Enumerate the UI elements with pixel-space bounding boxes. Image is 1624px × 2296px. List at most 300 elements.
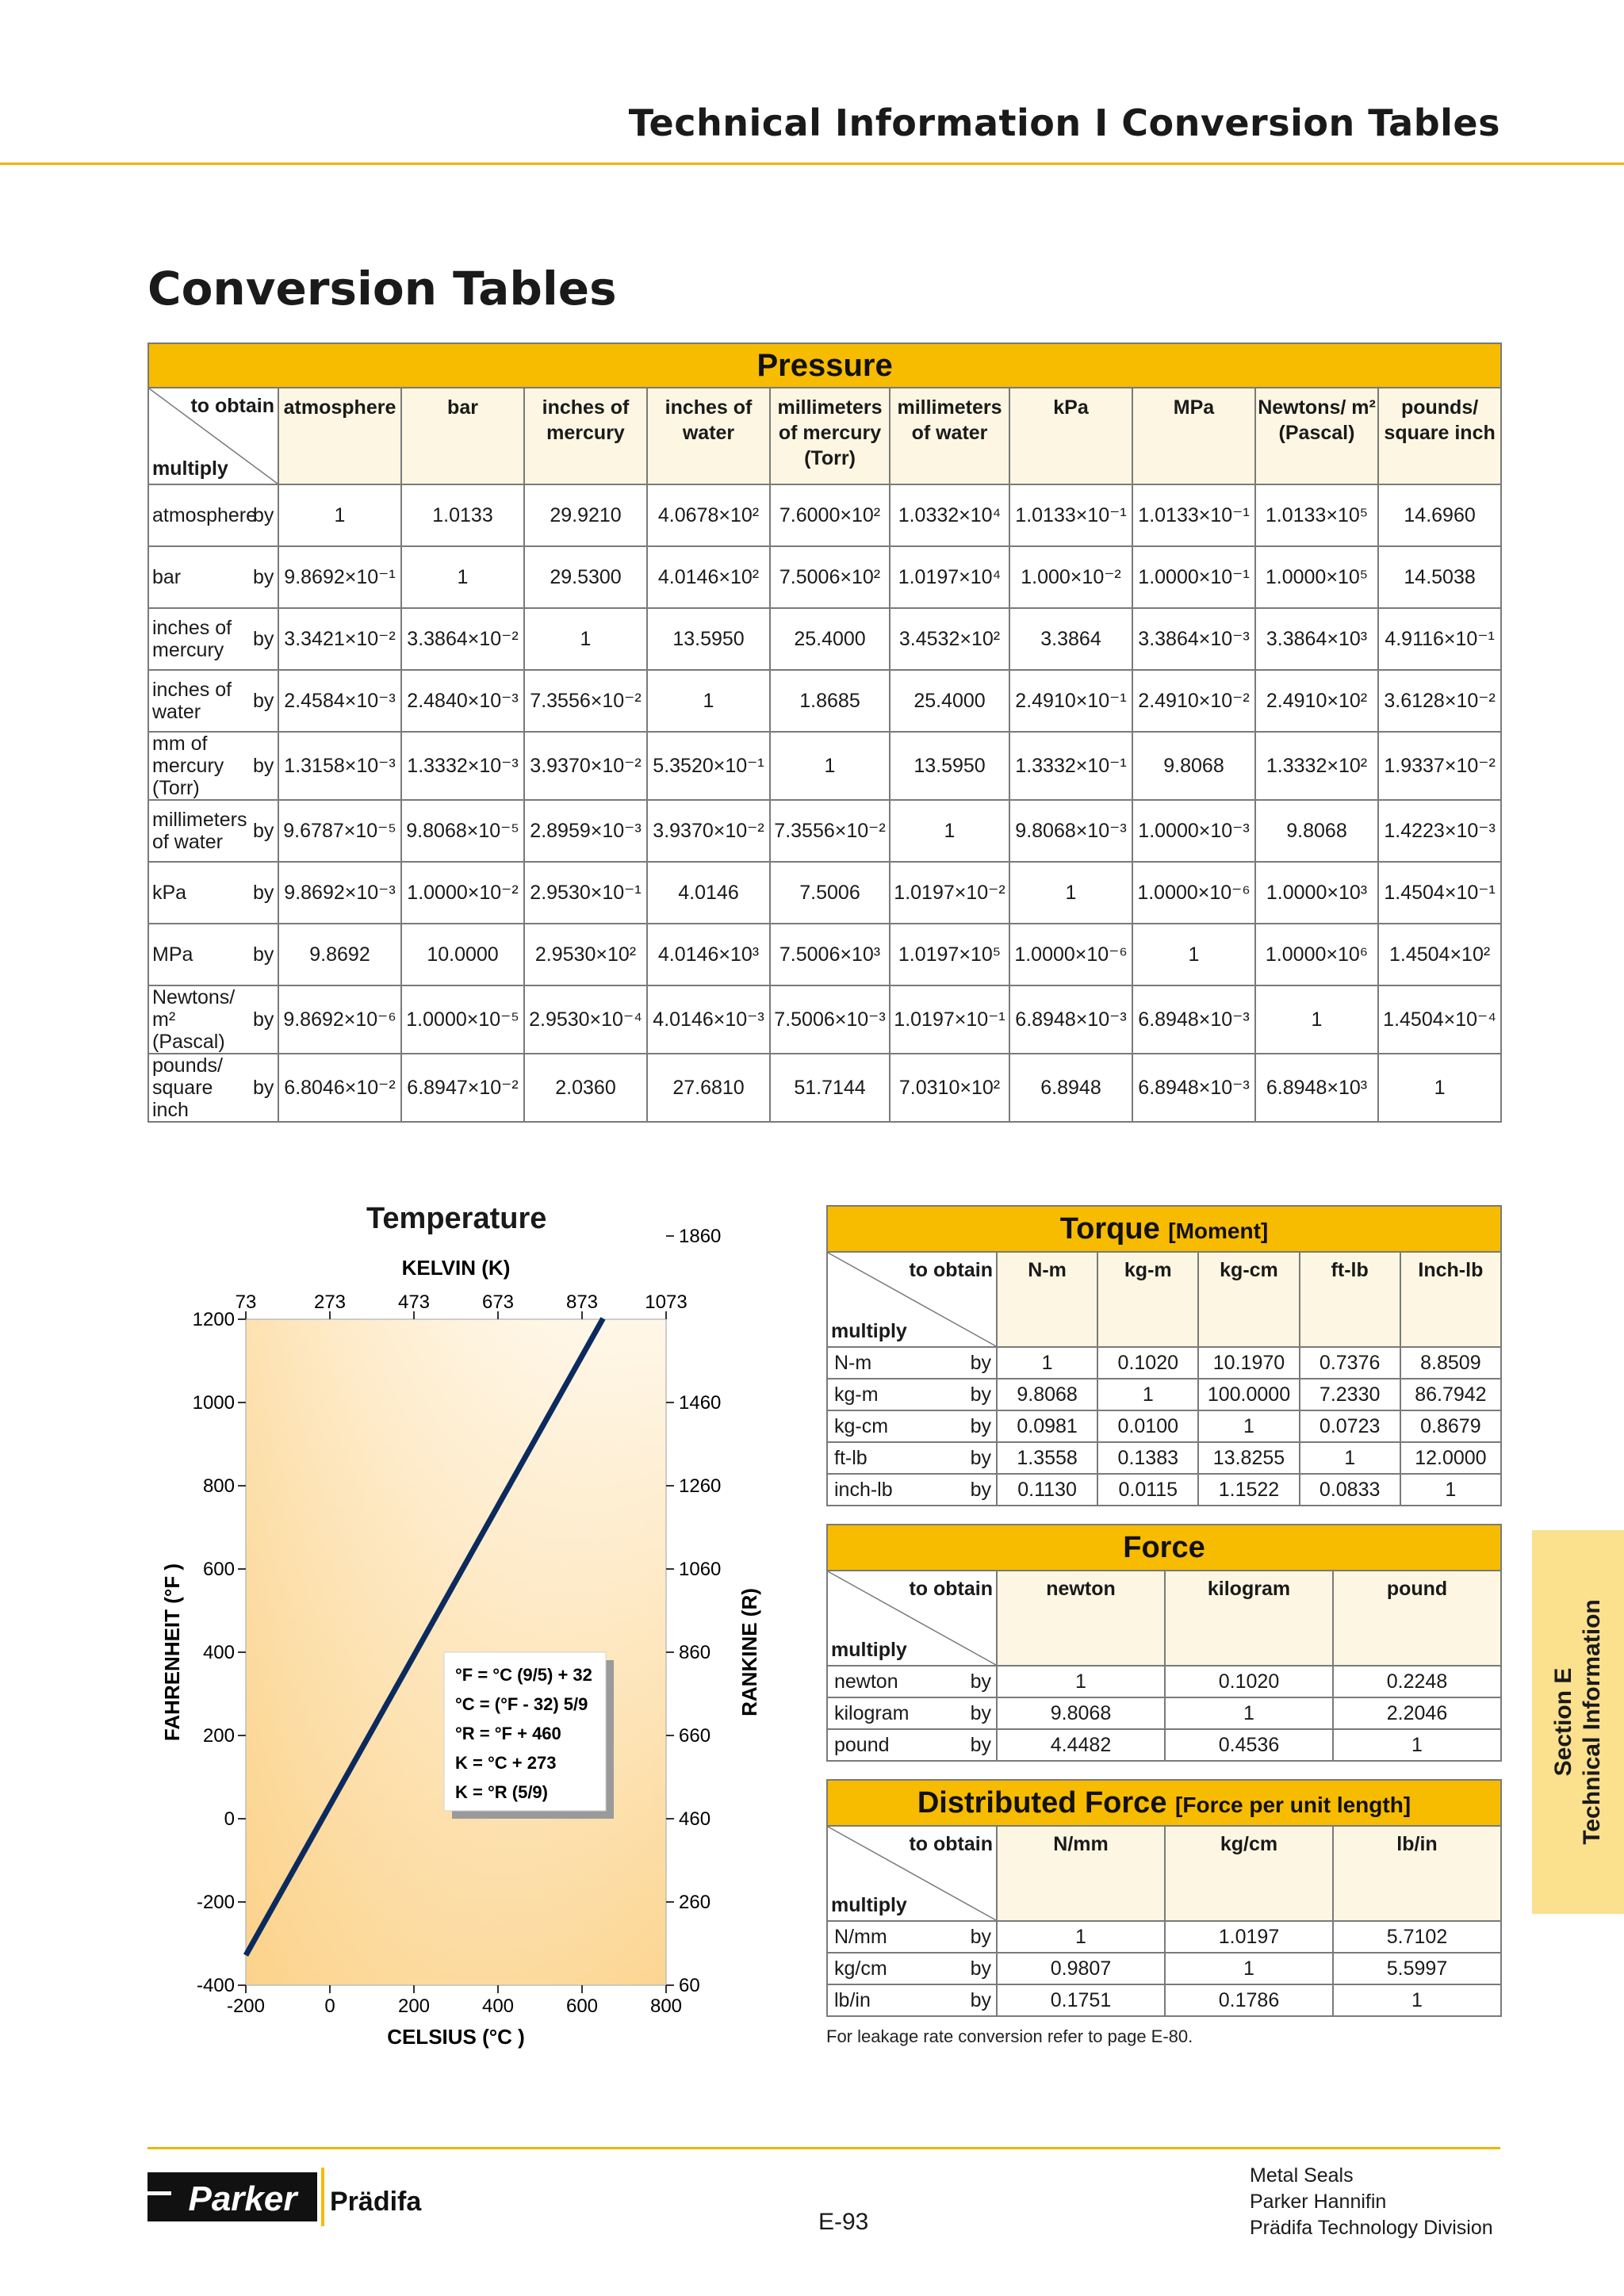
column-header: ft-lb — [1300, 1252, 1400, 1347]
table-cell: 1.0332×10⁴ — [890, 484, 1009, 546]
table-cell: 29.5300 — [524, 546, 647, 608]
formula-box — [444, 1652, 614, 1819]
to-obtain-label: to obtain — [909, 1578, 993, 1600]
table-cell: 2.0360 — [524, 1054, 647, 1122]
column-header: kg-cm — [1198, 1252, 1299, 1347]
leak-note: For leakage rate conversion refer to page E-80. — [826, 2026, 1193, 2046]
table-cell: 1 — [1165, 1953, 1333, 1984]
table-cell: 1.0000×10⁻³ — [1132, 800, 1255, 862]
table-cell: 3.3421×10⁻² — [278, 608, 401, 670]
row-label: inches of mercury — [148, 608, 253, 670]
table-cell: 0.7376 — [1300, 1347, 1400, 1379]
row-label: ft-lb — [827, 1442, 967, 1474]
table-cell: 6.8948×10³ — [1255, 1054, 1378, 1122]
by-label: by — [967, 1410, 997, 1442]
column-header: N/mm — [997, 1826, 1165, 1921]
row-label: pound — [827, 1729, 967, 1761]
fahrenheit-tick-label: -400 — [196, 1975, 235, 1996]
table-cell: 1.0000×10⁻⁶ — [1132, 862, 1255, 924]
celsius-tick-label: 0 — [324, 1996, 335, 2017]
table-cell: 7.2330 — [1300, 1379, 1400, 1410]
table-cell: 0.0981 — [997, 1410, 1097, 1442]
column-header: N-m — [997, 1252, 1097, 1347]
table-cell: 1.4504×10⁻¹ — [1378, 862, 1501, 924]
table-row — [148, 670, 1501, 732]
column-header: inches of mercury — [524, 388, 647, 484]
table-cell: 5.5997 — [1333, 1953, 1501, 1984]
table-cell: 7.3556×10⁻² — [524, 670, 647, 732]
multiply-label: multiply — [831, 1320, 907, 1342]
table-cell: 1.3158×10⁻³ — [278, 732, 401, 800]
table-cell: 1.0000×10⁻² — [401, 862, 524, 924]
fahrenheit-tick-label: 400 — [202, 1642, 235, 1663]
logo-parker-text: Parker — [188, 2179, 297, 2218]
table-cell: 6.8948×10⁻³ — [1132, 1054, 1255, 1122]
table-cell: 7.6000×10² — [770, 484, 890, 546]
table-cell: 1.3558 — [997, 1442, 1097, 1474]
by-label: by — [967, 1697, 997, 1729]
celsius-tick-label: 200 — [397, 1996, 431, 2017]
table-cell: 1.0197×10⁻² — [890, 862, 1009, 924]
table-cell: 7.5006×10² — [770, 546, 890, 608]
side-tab-name: Technical Information — [1579, 1599, 1605, 1845]
table-row — [827, 1729, 1501, 1761]
table-cell: 5.7102 — [1333, 1921, 1501, 1953]
table-cell: 0.0833 — [1300, 1474, 1400, 1506]
table-cell: 1 — [1009, 862, 1132, 924]
footer-line-1: Metal Seals — [1250, 2164, 1354, 2187]
table-row — [827, 1953, 1501, 1984]
table-cell: 9.8068×10⁻³ — [1009, 800, 1132, 862]
table-cell: 4.4482 — [997, 1729, 1165, 1761]
table-cell: 2.4840×10⁻³ — [401, 670, 524, 732]
table-cell: 1 — [1255, 985, 1378, 1054]
table-row — [827, 1697, 1501, 1729]
by-label: by — [253, 1054, 278, 1122]
table-cell: 1 — [1165, 1697, 1333, 1729]
footer-line-2: Parker Hannifin — [1250, 2191, 1387, 2213]
row-label: millimeters of water — [148, 800, 253, 862]
table-cell: 0.2248 — [1333, 1666, 1501, 1697]
table-cell: 1.4223×10⁻³ — [1378, 800, 1501, 862]
rankine-axis-label: RANKINE (R) — [737, 1588, 761, 1716]
to-obtain-label: to obtain — [909, 1833, 993, 1855]
table-row — [148, 985, 1501, 1054]
table-cell: 13.5950 — [647, 608, 770, 670]
multiply-label: multiply — [831, 1639, 907, 1661]
rankine-tick-label: 60 — [679, 1975, 700, 1996]
by-label: by — [967, 1984, 997, 2016]
table-cell: 14.6960 — [1378, 484, 1501, 546]
by-label: by — [253, 608, 278, 670]
table-cell: 1.9337×10⁻² — [1378, 732, 1501, 800]
table-cell: 2.9530×10⁻⁴ — [524, 985, 647, 1054]
table-cell: 1.0000×10⁶ — [1255, 924, 1378, 985]
table-cell: 2.4910×10⁻¹ — [1009, 670, 1132, 732]
table-cell: 1.4504×10² — [1378, 924, 1501, 985]
table-cell: 0.1786 — [1165, 1984, 1333, 2016]
table-cell: 0.0100 — [1097, 1410, 1198, 1442]
table-cell: 0.8679 — [1400, 1410, 1501, 1442]
table-row — [148, 546, 1501, 608]
row-label: kg-m — [827, 1379, 967, 1410]
table-cell: 12.0000 — [1400, 1442, 1501, 1474]
by-label: by — [967, 1729, 997, 1761]
row-label: pounds/ square inch — [148, 1054, 253, 1122]
table-cell: 1 — [524, 608, 647, 670]
by-label: by — [253, 862, 278, 924]
table-cell: 9.8692 — [278, 924, 401, 985]
column-header: bar — [401, 388, 524, 484]
multiply-label: multiply — [831, 1894, 907, 1916]
formula-line: K = °R (5/9) — [455, 1782, 548, 1802]
distributed-force-title — [827, 1780, 1501, 1826]
logo-pradifa-text: Prädifa — [330, 2187, 422, 2217]
table-cell: 5.3520×10⁻¹ — [647, 732, 770, 800]
kelvin-tick-label: 73 — [235, 1292, 257, 1313]
column-header: millimeters of water — [890, 388, 1009, 484]
kelvin-tick-label: 273 — [313, 1292, 347, 1313]
column-header: Inch-lb — [1400, 1252, 1501, 1347]
temperature-title: Temperature — [366, 1202, 547, 1235]
formula-line: °R = °F + 460 — [455, 1724, 561, 1743]
table-cell: 25.4000 — [770, 608, 890, 670]
force-corner — [827, 1571, 997, 1666]
table-row — [827, 1984, 1501, 2016]
table-cell: 51.7144 — [770, 1054, 890, 1122]
table-cell: 1.3332×10² — [1255, 732, 1378, 800]
table-cell: 3.4532×10² — [890, 608, 1009, 670]
row-label: kg-cm — [827, 1410, 967, 1442]
table-cell: 0.1020 — [1097, 1347, 1198, 1379]
row-label: kilogram — [827, 1697, 967, 1729]
table-cell: 1.0000×10⁵ — [1255, 546, 1378, 608]
torque-subtitle: [Moment] — [1168, 1218, 1269, 1243]
footer-line-3: Prädifa Technology Division — [1250, 2217, 1493, 2239]
torque-title-text: Torque — [1059, 1211, 1160, 1246]
column-header: pound — [1333, 1571, 1501, 1666]
fahrenheit-axis-label: FAHRENHEIT (°F ) — [160, 1563, 184, 1742]
column-header: kilogram — [1165, 1571, 1333, 1666]
table-cell: 1.4504×10⁻⁴ — [1378, 985, 1501, 1054]
row-label: lb/in — [827, 1984, 967, 2016]
celsius-tick-label: 800 — [649, 1996, 683, 2017]
table-cell: 1.0000×10³ — [1255, 862, 1378, 924]
by-label: by — [253, 484, 278, 546]
table-cell: 1 — [1333, 1984, 1501, 2016]
table-cell: 13.5950 — [890, 732, 1009, 800]
logo-stripe — [147, 2191, 171, 2195]
by-label: by — [253, 985, 278, 1054]
column-header: kg/cm — [1165, 1826, 1333, 1921]
table-cell: 9.8068 — [1255, 800, 1378, 862]
row-label: N/mm — [827, 1921, 967, 1953]
table-cell: 1.3332×10⁻³ — [401, 732, 524, 800]
fahrenheit-tick-label: 0 — [224, 1808, 235, 1830]
table-row — [148, 924, 1501, 985]
table-cell: 7.5006 — [770, 862, 890, 924]
side-tab-text — [1549, 1599, 1607, 1844]
table-cell: 1.000×10⁻² — [1009, 546, 1132, 608]
row-label: atmosphere — [148, 484, 253, 546]
table-cell: 1.0197×10⁻¹ — [890, 985, 1009, 1054]
table-row — [827, 1921, 1501, 1953]
column-header: inches of water — [647, 388, 770, 484]
table-cell: 1.0133×10⁵ — [1255, 484, 1378, 546]
table-row — [827, 1410, 1501, 1442]
table-cell: 0.9807 — [997, 1953, 1165, 1984]
table-cell: 1 — [997, 1921, 1165, 1953]
header-rule — [0, 163, 1624, 165]
table-cell: 1 — [770, 732, 890, 800]
distributed-force-subtitle: [Force per unit length] — [1175, 1792, 1411, 1817]
force-title: Force — [827, 1525, 1501, 1571]
by-label: by — [967, 1666, 997, 1697]
celsius-axis-label: CELSIUS (°C ) — [387, 2025, 525, 2049]
torque-table — [826, 1205, 1502, 1506]
by-label: by — [253, 800, 278, 862]
fahrenheit-tick-label: 600 — [202, 1559, 235, 1580]
table-cell: 3.9370×10⁻² — [524, 732, 647, 800]
column-header: millimeters of mercury (Torr) — [770, 388, 890, 484]
fahrenheit-tick-label: -200 — [196, 1892, 235, 1913]
fahrenheit-tick-label: 1200 — [192, 1309, 235, 1330]
row-label: inch-lb — [827, 1474, 967, 1506]
by-label: by — [967, 1442, 997, 1474]
table-cell: 9.8692×10⁻⁶ — [278, 985, 401, 1054]
table-cell: 0.4536 — [1165, 1729, 1333, 1761]
table-cell: 6.8948 — [1009, 1054, 1132, 1122]
rankine-tick-label: 460 — [679, 1808, 711, 1830]
table-cell: 3.6128×10⁻² — [1378, 670, 1501, 732]
table-cell: 2.4910×10² — [1255, 670, 1378, 732]
rankine-tick-label: 1260 — [679, 1475, 722, 1497]
by-label: by — [967, 1474, 997, 1506]
table-cell: 1.1522 — [1198, 1474, 1299, 1506]
table-cell: 4.0146 — [647, 862, 770, 924]
by-label: by — [253, 924, 278, 985]
table-row — [148, 800, 1501, 862]
table-cell: 3.3864×10³ — [1255, 608, 1378, 670]
distributed-force-corner — [827, 1826, 997, 1921]
row-label: kPa — [148, 862, 253, 924]
table-row — [827, 1442, 1501, 1474]
table-cell: 8.8509 — [1400, 1347, 1501, 1379]
row-label: mm of mercury (Torr) — [148, 732, 253, 800]
kelvin-axis-label: KELVIN (K) — [401, 1256, 511, 1280]
table-cell: 9.8692×10⁻¹ — [278, 546, 401, 608]
table-cell: 1 — [1198, 1410, 1299, 1442]
table-cell: 1 — [1378, 1054, 1501, 1122]
table-cell: 2.4910×10⁻² — [1132, 670, 1255, 732]
pressure-table — [147, 342, 1502, 1123]
table-cell: 2.9530×10² — [524, 924, 647, 985]
table-cell: 6.8948×10⁻³ — [1009, 985, 1132, 1054]
table-cell: 86.7942 — [1400, 1379, 1501, 1410]
table-cell: 9.8692×10⁻³ — [278, 862, 401, 924]
by-label: by — [967, 1953, 997, 1984]
table-cell: 4.0678×10² — [647, 484, 770, 546]
table-cell: 4.0146×10⁻³ — [647, 985, 770, 1054]
table-cell: 2.9530×10⁻¹ — [524, 862, 647, 924]
by-label: by — [967, 1347, 997, 1379]
distributed-force-table — [826, 1779, 1502, 2017]
table-cell: 0.1383 — [1097, 1442, 1198, 1474]
table-row — [827, 1347, 1501, 1379]
table-cell: 9.8068×10⁻⁵ — [401, 800, 524, 862]
by-label: by — [253, 546, 278, 608]
pressure-corner — [148, 388, 278, 484]
table-cell: 1.0133 — [401, 484, 524, 546]
table-cell: 1 — [647, 670, 770, 732]
table-cell: 6.8948×10⁻³ — [1132, 985, 1255, 1054]
table-cell: 9.8068 — [1132, 732, 1255, 800]
table-cell: 0.0723 — [1300, 1410, 1400, 1442]
table-cell: 1 — [1400, 1474, 1501, 1506]
table-cell: 4.0146×10³ — [647, 924, 770, 985]
pressure-title: Pressure — [148, 343, 1501, 388]
celsius-tick-label: 600 — [565, 1996, 599, 2017]
column-header: newton — [997, 1571, 1165, 1666]
table-row — [148, 732, 1501, 800]
table-cell: 1 — [1333, 1729, 1501, 1761]
table-cell: 3.3864 — [1009, 608, 1132, 670]
table-cell: 9.6787×10⁻⁵ — [278, 800, 401, 862]
table-cell: 2.8959×10⁻³ — [524, 800, 647, 862]
table-row — [827, 1379, 1501, 1410]
by-label: by — [967, 1379, 997, 1410]
by-label: by — [253, 732, 278, 800]
table-cell: 6.8947×10⁻² — [401, 1054, 524, 1122]
table-cell: 1.0197×10⁴ — [890, 546, 1009, 608]
table-row — [148, 484, 1501, 546]
row-label: Newtons/ m² (Pascal) — [148, 985, 253, 1054]
side-tab-section: Section E — [1550, 1667, 1576, 1777]
table-cell: 10.0000 — [401, 924, 524, 985]
rankine-tick-label: 860 — [679, 1642, 711, 1663]
table-cell: 1.0000×10⁻⁶ — [1009, 924, 1132, 985]
table-cell: 1 — [401, 546, 524, 608]
column-header: Newtons/ m² (Pascal) — [1255, 388, 1378, 484]
table-cell: 1 — [1097, 1379, 1198, 1410]
torque-title — [827, 1206, 1501, 1252]
torque-corner — [827, 1252, 997, 1347]
table-cell: 1 — [278, 484, 401, 546]
celsius-tick-label: -200 — [226, 1996, 266, 2017]
table-cell: 1.0000×10⁻⁵ — [401, 985, 524, 1054]
table-cell: 1.8685 — [770, 670, 890, 732]
table-cell: 0.0115 — [1097, 1474, 1198, 1506]
rankine-tick-label: 260 — [679, 1892, 711, 1913]
table-cell: 13.8255 — [1198, 1442, 1299, 1474]
table-cell: 2.4584×10⁻³ — [278, 670, 401, 732]
row-label: inches of water — [148, 670, 253, 732]
section-side-tab[interactable] — [1532, 1530, 1624, 1914]
to-obtain-label: to obtain — [909, 1259, 993, 1281]
table-row — [827, 1666, 1501, 1697]
table-cell: 0.1020 — [1165, 1666, 1333, 1697]
footer-rule — [147, 2147, 1500, 2149]
table-cell: 100.0000 — [1198, 1379, 1299, 1410]
table-row — [148, 862, 1501, 924]
header-title: Technical Information I Conversion Tables — [628, 101, 1500, 144]
fahrenheit-tick-label: 200 — [202, 1725, 235, 1747]
table-cell: 4.0146×10² — [647, 546, 770, 608]
table-cell: 2.2046 — [1333, 1697, 1501, 1729]
table-cell: 7.0310×10² — [890, 1054, 1009, 1122]
parker-pradifa-logo — [147, 2163, 422, 2234]
table-cell: 4.9116×10⁻¹ — [1378, 608, 1501, 670]
kelvin-tick-label: 873 — [565, 1292, 599, 1313]
table-cell: 29.9210 — [524, 484, 647, 546]
table-cell: 0.1751 — [997, 1984, 1165, 2016]
rankine-tick-label: 1060 — [679, 1559, 722, 1580]
column-header: pounds/ square inch — [1378, 388, 1501, 484]
column-header: kPa — [1009, 388, 1132, 484]
table-cell: 3.9370×10⁻² — [647, 800, 770, 862]
row-label: N-m — [827, 1347, 967, 1379]
formula-line: K = °C + 273 — [455, 1753, 557, 1773]
logo-divider — [321, 2168, 324, 2226]
row-label: newton — [827, 1666, 967, 1697]
rankine-tick-label: 660 — [679, 1725, 711, 1747]
force-table — [826, 1524, 1502, 1762]
table-cell: 1.0197 — [1165, 1921, 1333, 1953]
table-cell: 1 — [1300, 1442, 1400, 1474]
table-cell: 6.8046×10⁻² — [278, 1054, 401, 1122]
celsius-tick-label: 400 — [481, 1996, 515, 2017]
multiply-label: multiply — [152, 457, 228, 480]
column-header: MPa — [1132, 388, 1255, 484]
table-cell: 1.0000×10⁻¹ — [1132, 546, 1255, 608]
table-cell: 3.3864×10⁻³ — [1132, 608, 1255, 670]
table-cell: 1 — [997, 1666, 1165, 1697]
to-obtain-label: to obtain — [190, 395, 274, 417]
table-cell: 9.8068 — [997, 1379, 1097, 1410]
by-label: by — [253, 670, 278, 732]
table-cell: 27.6810 — [647, 1054, 770, 1122]
rankine-tick-label: 1460 — [679, 1392, 722, 1414]
table-cell: 25.4000 — [890, 670, 1009, 732]
table-cell: 10.1970 — [1198, 1347, 1299, 1379]
row-label: bar — [148, 546, 253, 608]
row-label: kg/cm — [827, 1953, 967, 1984]
table-row — [148, 1054, 1501, 1122]
temperature-chart — [151, 1226, 785, 2061]
table-cell: 3.3864×10⁻² — [401, 608, 524, 670]
table-cell: 1 — [1132, 924, 1255, 985]
row-label: MPa — [148, 924, 253, 985]
page-title: Conversion Tables — [147, 262, 617, 316]
column-header: atmosphere — [278, 388, 401, 484]
table-cell: 1.0133×10⁻¹ — [1132, 484, 1255, 546]
kelvin-tick-label: 1073 — [645, 1292, 688, 1313]
table-cell: 14.5038 — [1378, 546, 1501, 608]
table-cell: 7.3556×10⁻² — [770, 800, 890, 862]
by-label: by — [967, 1921, 997, 1953]
table-cell: 0.1130 — [997, 1474, 1097, 1506]
kelvin-tick-label: 673 — [481, 1292, 515, 1313]
table-cell: 7.5006×10³ — [770, 924, 890, 985]
table-row — [148, 608, 1501, 670]
rankine-tick-label: 1860 — [679, 1226, 722, 1247]
formula-line: °C = (°F - 32) 5/9 — [455, 1694, 588, 1714]
formula-line: °F = °C (9/5) + 32 — [455, 1665, 592, 1685]
fahrenheit-tick-label: 1000 — [192, 1392, 235, 1414]
table-cell: 1.0133×10⁻¹ — [1009, 484, 1132, 546]
table-cell: 7.5006×10⁻³ — [770, 985, 890, 1054]
page-number: E-93 — [818, 2209, 869, 2235]
